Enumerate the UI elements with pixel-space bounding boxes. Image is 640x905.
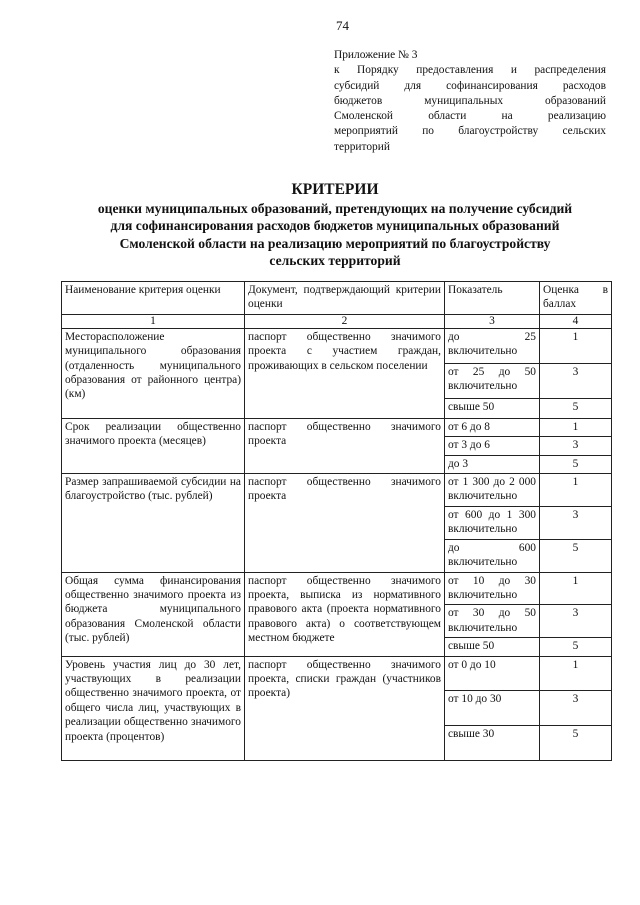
criterion-document: паспорт общественно значимого проекта [245, 418, 445, 473]
header-score: Оценка в баллах [540, 282, 612, 315]
indicator-cell: от 30 до 50 включительно [445, 605, 540, 638]
criteria-table [61, 281, 612, 761]
table-header-row [62, 282, 612, 315]
score-cell: 3 [540, 506, 612, 539]
title-line: для софинансирования расходов бюджетов муниципальных образований [110, 218, 560, 233]
score-cell: 1 [540, 328, 612, 363]
criterion-name-text: Месторасположение муниципального образования (отдаленность муниципального образования от районного центра) (км) [65, 330, 241, 401]
criterion-document: паспорт общественно значимого проекта, выписка из нормативного правового акта (проекта нормативного правового акта) о соответствующем местном бюджете [245, 572, 445, 656]
score-cell: 5 [540, 539, 612, 572]
indicator-cell: от 600 до 1 300 включительно [445, 506, 540, 539]
score-cell: 3 [540, 605, 612, 638]
column-number: 3 [445, 314, 540, 328]
criterion-name [62, 328, 245, 418]
score-cell: 3 [540, 363, 612, 398]
annex-line: мероприятий по благоустройству сельских [334, 125, 606, 138]
page-number: 74 [336, 18, 349, 33]
title-line: оценки муниципальных образований, претендующих на получение субсидий [97, 200, 573, 216]
indicator-cell: от 10 до 30 [445, 691, 540, 726]
criterion-name-text: Уровень участия лиц до 30 лет, участвующих в реализации общественно значимого проекта, от общего числа лиц, участвующих в реализации общественно значимого проекта (процентов) [65, 658, 241, 743]
score-cell: 5 [540, 399, 612, 419]
table-row [62, 572, 612, 605]
annex-header [334, 48, 606, 155]
criterion-name: Общая сумма финансирования общественно значимого проекта из бюджета муниципального образования Смоленской области (тыс. рублей) [62, 572, 245, 656]
indicator-cell: от 25 до 50 включительно [445, 363, 540, 398]
annex-line: бюджетов муниципальных образований [334, 94, 606, 107]
title-line: Смоленской области на реализацию мероприятий по благоустройству [119, 235, 551, 251]
column-number: 1 [62, 314, 245, 328]
document-title [60, 181, 610, 270]
criterion-document: паспорт общественно значимого проекта [245, 474, 445, 572]
indicator-cell: от 1 300 до 2 000 включительно [445, 474, 540, 507]
title-heading: КРИТЕРИИ [291, 181, 379, 198]
table-row [62, 474, 612, 507]
indicator-cell: свыше 50 [445, 638, 540, 656]
criterion-name: Срок реализации общественно значимого проекта (месяцев) [62, 418, 245, 473]
criterion-name [62, 656, 245, 760]
indicator-cell: до 3 [445, 455, 540, 473]
score-cell: 3 [540, 437, 612, 455]
annex-line: к Порядку предоставления и распределения [334, 64, 606, 77]
indicator-cell: свыше 50 [445, 399, 540, 419]
score-cell: 5 [540, 455, 612, 473]
header-indicator: Показатель [445, 282, 540, 315]
annex-line: Приложение № 3 [334, 49, 418, 61]
column-number: 2 [245, 314, 445, 328]
column-number: 4 [540, 314, 612, 328]
indicator-cell: от 3 до 6 [445, 437, 540, 455]
score-cell: 1 [540, 418, 612, 436]
score-cell: 1 [540, 572, 612, 605]
indicator-cell: до 25 включительно [445, 328, 540, 363]
title-line: сельских территорий [269, 253, 401, 268]
criterion-name: Размер запрашиваемой субсидии на благоустройство (тыс. рублей) [62, 474, 245, 572]
indicator-cell: от 0 до 10 [445, 656, 540, 691]
score-cell: 1 [540, 474, 612, 507]
annex-line: Смоленской области на реализацию [334, 110, 606, 123]
annex-line: субсидий для софинансирования расходов [334, 79, 606, 92]
annex-line: территорий [334, 140, 390, 153]
header-document: Документ, подтверждающий критерии оценки [245, 282, 445, 315]
score-cell: 3 [540, 691, 612, 726]
score-cell: 5 [540, 726, 612, 761]
column-number-row [62, 314, 612, 328]
score-cell: 1 [540, 656, 612, 691]
indicator-cell: до 600 включительно [445, 539, 540, 572]
criterion-document: паспорт общественно значимого проекта, списки граждан (участников проекта) [245, 656, 445, 760]
table-row [62, 418, 612, 436]
table-row [62, 656, 612, 691]
score-cell: 5 [540, 638, 612, 656]
indicator-cell: от 6 до 8 [445, 418, 540, 436]
table-row [62, 328, 612, 363]
header-criterion-name: Наименование критерия оценки [62, 282, 245, 315]
criterion-document: паспорт общественно значимого проекта с участием граждан, проживающих в сельском поселении [245, 328, 445, 418]
indicator-cell: от 10 до 30 включительно [445, 572, 540, 605]
indicator-cell: свыше 30 [445, 726, 540, 761]
